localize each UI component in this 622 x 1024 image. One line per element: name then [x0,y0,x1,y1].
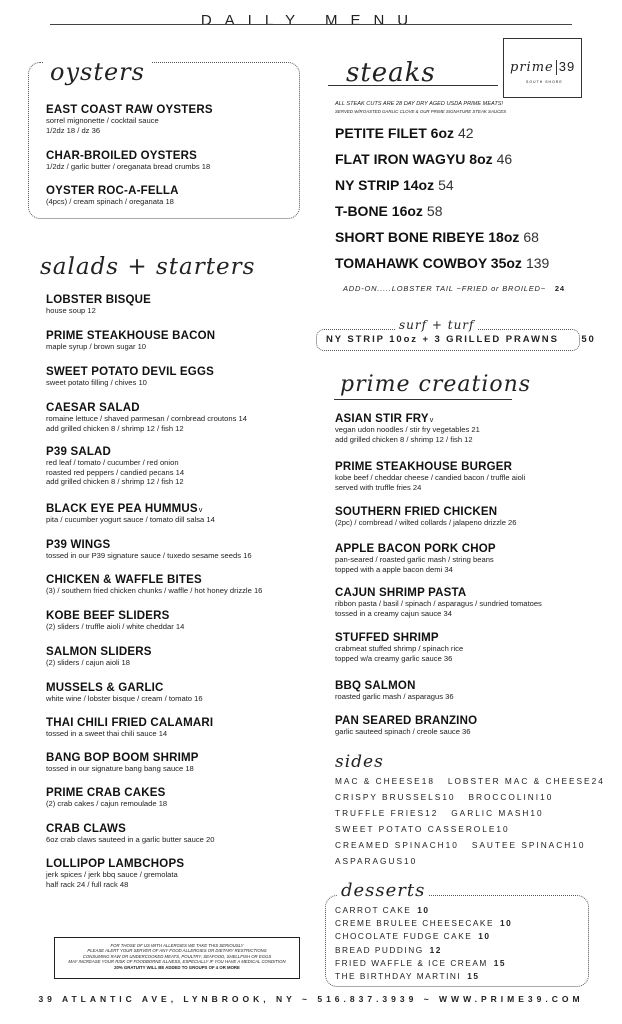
item-desc: tossed in a sweet thai chili sauce 14 [46,729,168,738]
steak-addon [343,284,565,293]
dessert-item [335,918,512,928]
steaks-heading-rule [328,85,498,86]
allergy-line: FOR THOSE OF US WITH ALLERGIES WE TAKE THIS SERIOUSLY [110,943,244,948]
item-name-text: BANG BOP BOOM SHRIMP [46,752,199,764]
sides-row: ASPARAGUS10 [335,856,418,866]
menu-item [46,858,184,889]
steak-price: 54 [438,177,454,193]
item-name [335,587,542,599]
item-desc: half rack 24 / full rack 48 [46,879,129,889]
item-name [335,632,463,644]
allergy-line: CONSUMING RAW OR UNDERCOOKED MEATS, POULTRY, SEAFOOD, SHELLFISH OR EGGS [82,953,272,959]
item-desc: add grilled chicken 8 / shrimp 12 / fish 12 [46,477,184,487]
dessert-name: CREME BRULEE CHEESECAKE [335,918,494,929]
item-name [46,717,213,729]
item-desc: sorrel mignonette / cocktail sauce [46,116,159,125]
item-name [46,446,184,458]
item-desc: (2) sliders / cajun aioli 18 [46,658,130,667]
menu-item [335,413,480,444]
top-divider [50,24,572,25]
menu-item [335,715,477,737]
item-name: EAST COAST RAW OYSTERS [46,104,213,116]
menu-item [46,294,151,316]
logo-box [503,38,582,98]
steak-item [335,203,442,219]
item-name-text: LOBSTER BISQUE [46,294,152,306]
oysters-heading: oysters [44,58,151,86]
dessert-item [335,905,430,915]
item-desc: maple syrup / brown sugar 10 [46,342,147,351]
item-name-text: BLACK EYE PEA HUMMUS [46,503,198,515]
steak-item [335,177,454,193]
menu-item [46,787,167,809]
menu-item [46,539,252,561]
item-name [46,402,247,414]
item-name-text: PRIME CRAB CAKES [46,787,166,799]
item-desc: 1/2dz 18 / dz 36 [46,125,101,135]
sides-row: TRUFFLE FRIES12 GARLIC MASH10 [335,808,544,818]
item-desc: jerk spices / jerk bbq sauce / gremolata [46,870,178,879]
item-name-text: ASIAN STIR FRY [335,413,429,425]
sides-row: CRISPY BRUSSELS10 BROCCOLINI10 [335,792,554,802]
menu-item [335,543,496,574]
item-name-text: P39 SALAD [46,446,112,458]
item-desc: pan-seared / roasted garlic mash / string beans [335,555,494,564]
item-name [335,413,480,425]
steaks-note: ALL STEAK CUTS ARE 28 DAY DRY AGED USDA PRIME MEATS! [335,101,504,107]
steak-price: 42 [458,125,474,141]
item-name [46,752,199,764]
item-name-text: THAI CHILI FRIED CALAMARI [46,717,214,729]
item-desc: kobe beef / cheddar cheese / candied bacon / truffle aioli [335,473,526,482]
item-desc: vegan udon noodles / stir fry vegetables 21 [335,425,480,434]
item-desc: (2pc) / cornbread / wilted collards / jalapeno drizzle 26 [335,518,517,527]
steak-name: FLAT IRON WAGYU 8oz [335,151,493,167]
item-desc: pita / cucumber yogurt sauce / tomato dill salsa 14 [46,515,215,524]
dessert-price: 10 [478,931,491,942]
item-name-text: MUSSELS & GARLIC [46,682,164,694]
item-name [335,461,525,473]
item-name-text: STUFFED SHRIMP [335,632,439,644]
dessert-price: 10 [500,918,513,929]
oyster-item [46,104,213,135]
item-desc: topped with a apple bacon demi 34 [335,564,453,574]
gratuity-note: 20% GRATUITY WILL BE ADDED TO GROUPS OF 4 OR MORE [114,964,240,970]
item-name-text: KOBE BEEF SLIDERS [46,610,170,622]
item-desc: crabmeat stuffed shrimp / spinach rice [335,644,464,653]
menu-item [46,574,262,596]
item-name-text: LOLLIPOP LAMBCHOPS [46,858,185,870]
dessert-item [335,958,506,968]
logo-number: 39 [558,59,576,74]
menu-item [46,446,184,487]
menu-item [335,461,525,492]
item-name-text: APPLE BACON PORK CHOP [335,543,496,555]
menu-item [335,506,517,528]
item-desc: tossed in a creamy cajun sauce 34 [335,608,452,618]
item-desc: garlic sauteed spinach / creole sauce 36 [335,727,471,736]
item-desc: roasted garlic mash / asparagus 36 [335,692,454,701]
item-desc: served with truffle fries 24 [335,482,422,492]
logo-tagline: SOUTH SHORE [526,80,563,84]
menu-item [46,717,213,739]
steak-name: TOMAHAWK COWBOY 35oz [335,255,522,271]
item-name [46,574,262,586]
steak-price: 68 [523,229,539,245]
item-name-text: CAESAR SALAD [46,402,140,414]
item-desc: tossed in our P39 signature sauce / tuxedo sesame seeds 16 [46,551,252,560]
item-desc: add grilled chicken 8 / shrimp 12 / fish 12 [335,434,473,444]
dessert-name: CHOCOLATE FUDGE CAKE [335,931,473,942]
item-name-text: CHICKEN & WAFFLE BITES [46,574,202,586]
allergy-notice [54,937,300,979]
oyster-item [46,185,179,207]
item-name-text: BBQ SALMON [335,680,416,692]
sides-row: CREAMED SPINACH10 SAUTEE SPINACH10 [335,840,586,850]
steak-price: 58 [426,203,443,219]
dessert-price: 15 [493,957,507,968]
item-desc: ribbon pasta / basil / spinach / asparagus / sundried tomatoes [335,599,542,608]
item-name [46,503,215,515]
menu-item [46,610,184,632]
menu-item [335,680,454,702]
item-name [46,858,184,870]
dessert-item [335,971,479,981]
item-name-text: SALMON SLIDERS [46,646,152,658]
item-desc: 1/2dz / garlic butter / oreganata bread crumbs 18 [46,162,211,171]
item-name [46,682,203,694]
item-desc: romaine lettuce / shaved parmesan / cornbread croutons 14 [46,414,247,423]
dessert-item [335,931,491,941]
item-name-text: SOUTHERN FRIED CHICKEN [335,506,498,518]
item-name [46,823,214,835]
dessert-name: THE BIRTHDAY MARTINI [335,971,462,981]
menu-item [46,646,152,668]
steak-price: 139 [525,255,550,271]
addon-text: ADD-ON.....LOBSTER TAIL ~FRIED or BROILED~ [343,284,546,293]
item-name-text: SWEET POTATO DEVIL EGGS [46,366,214,378]
allergy-line [55,965,299,970]
item-desc: add grilled chicken 8 / shrimp 12 / fish 12 [46,423,184,433]
steak-name: SHORT BONE RIBEYE 18oz [335,229,520,245]
surf-turf-line [326,334,596,345]
steak-item [335,151,512,167]
starters-heading: salads + starters [40,254,256,280]
addon-price: 24 [554,284,565,293]
item-name: OYSTER ROC-A-FELLA [46,185,179,197]
logo-text [510,59,575,75]
item-name-text: CAJUN SHRIMP PASTA [335,587,467,599]
steak-item [335,255,549,271]
item-name [46,539,252,551]
menu-title: DAILY MENU [200,12,422,29]
item-name: CHAR-BROILED OYSTERS [46,150,197,162]
menu-item [46,682,203,704]
oyster-item [46,150,210,172]
creations-heading: prime creations [340,372,532,397]
item-name [335,506,517,518]
item-name [335,680,454,692]
item-desc: tossed in our signature bang bang sauce 18 [46,764,194,773]
item-name [335,543,496,555]
dessert-name: FRIED WAFFLE & ICE CREAM [335,957,488,968]
surf-turf-heading: surf + turf [395,318,478,332]
steaks-note: SERVED W/ROASTED GARLIC CLOVE & OUR PRIME SIGNATURE STEAK SAUCES [335,109,507,114]
menu-item [46,330,215,352]
item-desc: roasted red peppers / candied pecans 14 [46,467,185,477]
item-desc: (4pcs) / cream spinach / oreganata 18 [46,197,174,206]
dessert-name: CARROT CAKE [335,905,412,915]
steak-item [335,125,474,141]
item-desc: (2) crab cakes / cajun remoulade 18 [46,799,168,808]
item-name-text: CRAB CLAWS [46,823,126,835]
menu-item [335,587,542,618]
item-desc: (3) / southern fried chicken chunks / waffle / hot honey drizzle 16 [46,586,263,595]
menu-item [46,366,214,388]
item-name [46,330,215,342]
surf-turf-price: 50 [581,334,596,345]
sides-row: SWEET POTATO CASSEROLE10 [335,824,510,834]
steaks-heading: steaks [346,58,436,88]
menu-item [46,752,199,774]
steak-name: PETITE FILET 6oz [335,125,455,141]
item-name-text: PAN SEARED BRANZINO [335,715,478,727]
surf-turf-text: NY STRIP 10oz + 3 GRILLED PRAWNS [326,334,559,345]
item-name-text: P39 WINGS [46,539,111,551]
item-name [46,294,151,306]
item-name [46,610,184,622]
steak-item [335,229,539,245]
menu-item [46,402,247,433]
dessert-price: 10 [417,905,430,915]
steak-price: 46 [496,151,513,167]
allergy-line: MAY INCREASE YOUR RISK OF FOODBORNE ILLNESS, ESPECIALLY IF YOU HAVE A MEDICAL CONDITION [68,959,286,965]
item-name-text: PRIME STEAKHOUSE BURGER [335,461,513,473]
steak-name: NY STRIP 14oz [335,177,435,193]
item-desc: house soup 12 [46,306,96,315]
item-desc: sweet potato filling / chives 10 [46,378,147,387]
dessert-price: 15 [467,971,480,981]
item-name-text: PRIME STEAKHOUSE BACON [46,330,216,342]
item-name [46,366,214,378]
dessert-price: 12 [429,944,442,955]
item-desc: red leaf / tomato / cucumber / red onion [46,458,179,467]
item-name [46,787,167,799]
item-desc: white wine / lobster bisque / cream / tomato 16 [46,694,203,703]
footer-address: 39 ATLANTIC AVE, LYNBROOK, NY ~ 516.837.3939 ~ WWW.PRIME39.COM [38,994,584,1004]
vegan-mark: v [198,507,203,514]
creations-heading-rule [334,399,512,400]
allergy-line: PLEASE ALERT YOUR SERVER OF ANY FOOD ALLERGIES OR DIETARY RESTRICTIONS [87,948,267,954]
menu-item [46,503,215,525]
item-desc: 6oz crab claws sauteed in a garlic butter sauce 20 [46,835,215,844]
item-name [46,646,152,658]
menu-item [335,632,463,663]
steak-name: T-BONE 16oz [335,203,423,219]
sides-heading: sides [335,752,384,772]
desserts-heading: desserts [337,880,429,901]
logo-word: prime [510,60,554,75]
menu-item [46,823,214,845]
dessert-name: BREAD PUDDING [335,944,424,955]
sides-row: MAC & CHEESE18 LOBSTER MAC & CHEESE24 [335,776,605,786]
item-name [335,715,477,727]
dessert-item [335,945,442,955]
vegan-mark: v [429,417,434,424]
item-desc: topped w/a creamy garlic sauce 36 [335,653,453,663]
item-desc: (2) sliders / truffle aioli / white cheddar 14 [46,622,185,631]
